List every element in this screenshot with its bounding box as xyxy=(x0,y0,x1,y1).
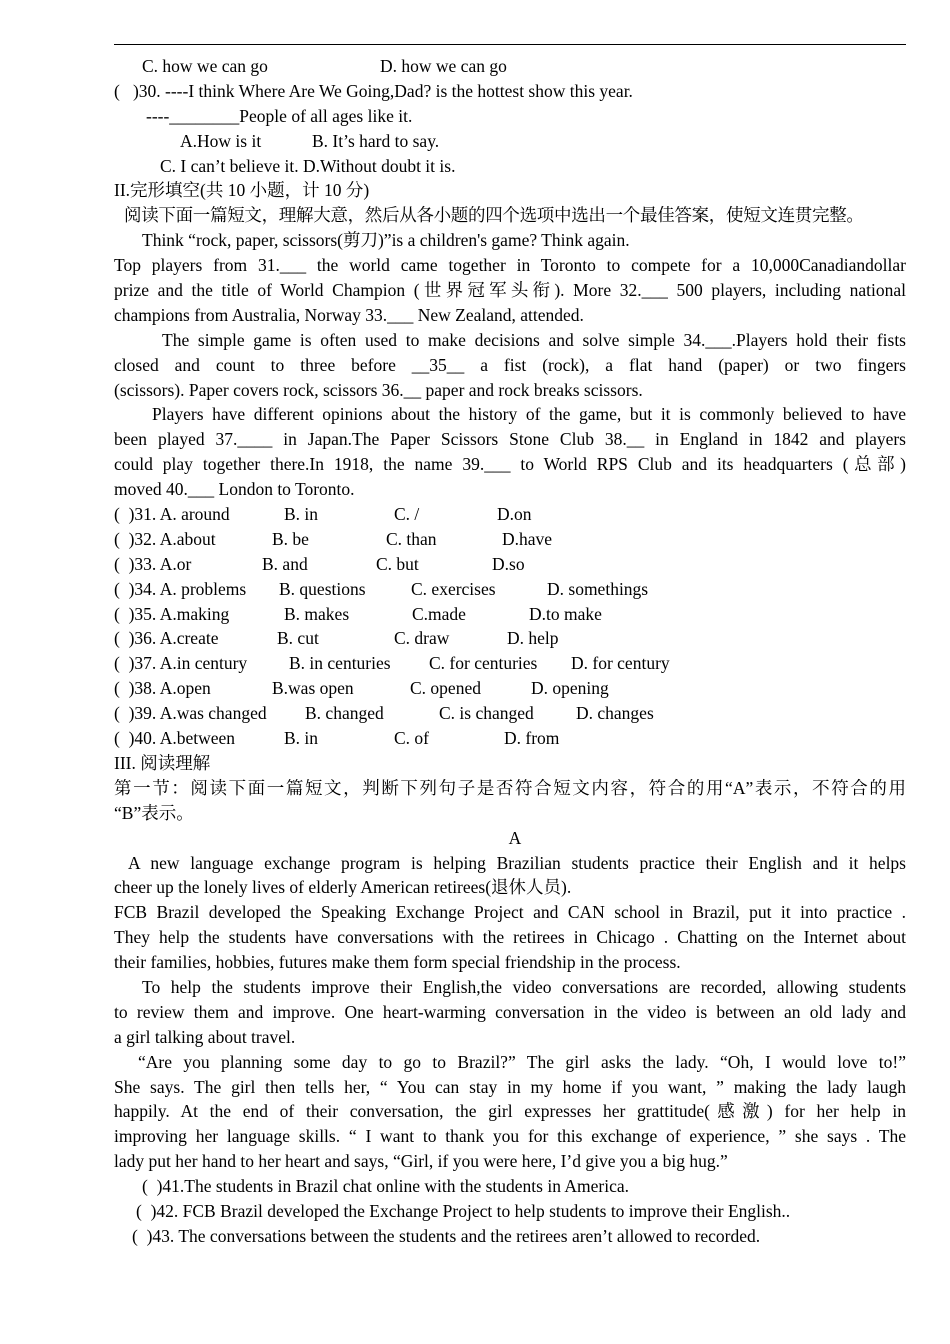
q32-stem: ( )32. A.about xyxy=(114,528,216,549)
cloze-line: closed and count to three before __35__ a fist (rock), a flat hand (paper) or two fingers xyxy=(114,354,906,375)
question-42: ( )42. FCB Brazil developed the Exchange Project to help students to improve their English.. xyxy=(136,1200,791,1221)
question-row-33 xyxy=(114,552,906,577)
q29-option-c: C. how we can go xyxy=(142,56,268,76)
q35-option-c: C.made xyxy=(412,603,466,624)
q30-options-ab xyxy=(114,129,906,154)
cloze-line: moved 40.___ London to Toronto. xyxy=(114,479,355,500)
passage-line: To help the students improve their English,the video conversations are recorded, allowing students xyxy=(142,976,906,997)
cloze-line: (scissors). Paper covers rock, scissors 36.__ paper and rock breaks scissors. xyxy=(114,379,643,400)
q35-option-b: B. makes xyxy=(284,603,350,624)
q29-options xyxy=(114,54,906,79)
exam-page xyxy=(114,54,906,1249)
section3-instruction: 第一节：阅读下面一篇短文，判断下列句子是否符合短文内容，符合的用“A”表示，不符合的用 xyxy=(114,777,906,798)
q30-reply: ----________People of all ages like it. xyxy=(146,105,413,126)
q40-option-b: B. in xyxy=(284,728,319,749)
cloze-line: champions from Australia, Norway 33.___ New Zealand, attended. xyxy=(114,304,584,325)
passage-line: FCB Brazil developed the Speaking Exchange Project and CAN school in Brazil, put it into practice . xyxy=(114,902,906,923)
q32-option-c: C. than xyxy=(386,528,437,549)
cloze-line: Top players from 31.___ the world came together in Toronto to compete for a 10,000Canadiandollar xyxy=(114,255,906,276)
question-41: ( )41.The students in Brazil chat online with the students in America. xyxy=(142,1176,629,1197)
passage-line: They help the students have conversations with the retirees in Chicago . Chatting on the Internet about xyxy=(114,927,906,948)
passage-line: A new language exchange program is helping Brazilian students practice their English and it helps xyxy=(128,852,906,873)
q39-option-b: B. changed xyxy=(305,703,384,724)
question-row-35 xyxy=(114,602,906,627)
cloze-line: Think “rock, paper, scissors(剪刀)”is a children's game? Think again. xyxy=(142,230,630,251)
section2-instruction: 阅读下面一篇短文，理解大意，然后从各小题的四个选项中选出一个最佳答案，使短文连贯完整。 xyxy=(124,205,864,226)
cloze-line: been played 37.____ in Japan.The Paper Scissors Stone Club 38.__ in England in 1842 and players xyxy=(114,429,906,450)
cloze-line: The simple game is often used to make decisions and solve simple 34.___.Players hold their fists xyxy=(162,329,906,350)
q37-option-d: D. for century xyxy=(571,653,670,674)
q37-option-c: C. for centuries xyxy=(429,653,538,674)
q33-stem: ( )33. A.or xyxy=(114,553,192,574)
q34-option-c: C. exercises xyxy=(411,578,496,599)
section2-title: II.完形填空(共 10 小题，计 10 分) xyxy=(114,180,370,201)
header-rule xyxy=(114,44,906,45)
passage-line: cheer up the lonely lives of elderly American retirees(退休人员). xyxy=(114,877,572,898)
q34-option-d: D. somethings xyxy=(547,578,649,599)
cloze-line: could play together there.In 1918, the name 39.___ to World RPS Club and its headquarters (总部) xyxy=(114,454,906,475)
question-row-31 xyxy=(114,502,906,527)
q40-option-d: D. from xyxy=(504,728,560,749)
q37-option-b: B. in centuries xyxy=(289,653,391,674)
q33-option-c: C. but xyxy=(376,553,419,574)
question-row-37 xyxy=(114,651,906,676)
passage-line: a girl talking about travel. xyxy=(114,1026,296,1047)
q33-option-b: B. and xyxy=(262,553,308,574)
q31-option-c: C. / xyxy=(394,504,420,525)
passage-line: their families, hobbies, futures make them form special friendship in the process. xyxy=(114,952,681,973)
cloze-line: Players have different opinions about the history of the game, but it is commonly believed to have xyxy=(152,404,906,425)
question-row-34 xyxy=(114,577,906,602)
q29-option-d: D. how we can go xyxy=(380,56,507,76)
q38-option-c: C. opened xyxy=(410,678,481,699)
question-row-36 xyxy=(114,626,906,651)
q36-stem: ( )36. A.create xyxy=(114,628,219,649)
question-row-32 xyxy=(114,527,906,552)
q30-option-a: A.How is it xyxy=(180,130,262,151)
passage-line: improving her language skills. “ I want to thank you for this exchange of experience, ” she says . The xyxy=(114,1126,906,1147)
q30-options-cd: C. I can’t believe it. D.Without doubt it is. xyxy=(160,155,456,176)
q32-option-d: D.have xyxy=(502,528,553,549)
question-43: ( )43. The conversations between the students and the retirees aren’t allowed to recorded. xyxy=(132,1225,761,1246)
q34-stem: ( )34. A. problems xyxy=(114,578,247,599)
passage-line: lady put her hand to her heart and says, “Girl, if you were here, I’d give you a big hug.” xyxy=(114,1151,728,1172)
passage-line: happily. At the end of their conversation, the girl expresses her grattitude(感激) for her help in xyxy=(114,1101,906,1122)
q35-option-d: D.to make xyxy=(529,603,602,624)
q33-option-d: D.so xyxy=(492,553,525,574)
q36-option-c: C. draw xyxy=(394,628,450,649)
q38-option-b: B.was open xyxy=(272,678,354,699)
cloze-line: prize and the title of World Champion (世界冠军头衔). More 32.___ 500 players, including national xyxy=(114,280,906,301)
q40-option-c: C. of xyxy=(394,728,429,749)
question-row-38 xyxy=(114,676,906,701)
section3-title: III. 阅读理解 xyxy=(114,752,211,773)
q38-stem: ( )38. A.open xyxy=(114,678,211,699)
q40-stem: ( )40. A.between xyxy=(114,728,236,749)
q39-stem: ( )39. A.was changed xyxy=(114,703,267,724)
q39-option-d: D. changes xyxy=(576,703,654,724)
q38-option-d: D. opening xyxy=(531,678,609,699)
q36-option-d: D. help xyxy=(507,628,559,649)
q31-option-b: B. in xyxy=(284,504,319,525)
q39-option-c: C. is changed xyxy=(439,703,534,724)
passage-line: She says. The girl then tells her, “ You can stay in my home if you want, ” making the lady laugh xyxy=(114,1076,906,1097)
question-row-39 xyxy=(114,701,906,726)
passage-label: A xyxy=(508,827,522,848)
q30-stem: ( )30. ----I think Where Are We Going,Dad? is the hottest show this year. xyxy=(114,80,633,101)
q30-option-b: B. It’s hard to say. xyxy=(312,130,440,151)
passage-line: “Are you planning some day to go to Brazil?” The girl asks the lady. “Oh, I would love to!” xyxy=(138,1051,906,1072)
q36-option-b: B. cut xyxy=(277,628,319,649)
q31-option-d: D.on xyxy=(497,504,532,525)
q35-stem: ( )35. A.making xyxy=(114,603,230,624)
section3-instruction-cont: “B”表示。 xyxy=(114,802,194,823)
q31-stem: ( )31. A. around xyxy=(114,504,230,525)
question-row-40 xyxy=(114,726,906,751)
q34-option-b: B. questions xyxy=(279,578,366,599)
q37-stem: ( )37. A.in century xyxy=(114,653,248,674)
q32-option-b: B. be xyxy=(272,528,309,549)
passage-line: to review them and improve. One heart-warming conversation in the video is between an old lady and xyxy=(114,1001,906,1022)
